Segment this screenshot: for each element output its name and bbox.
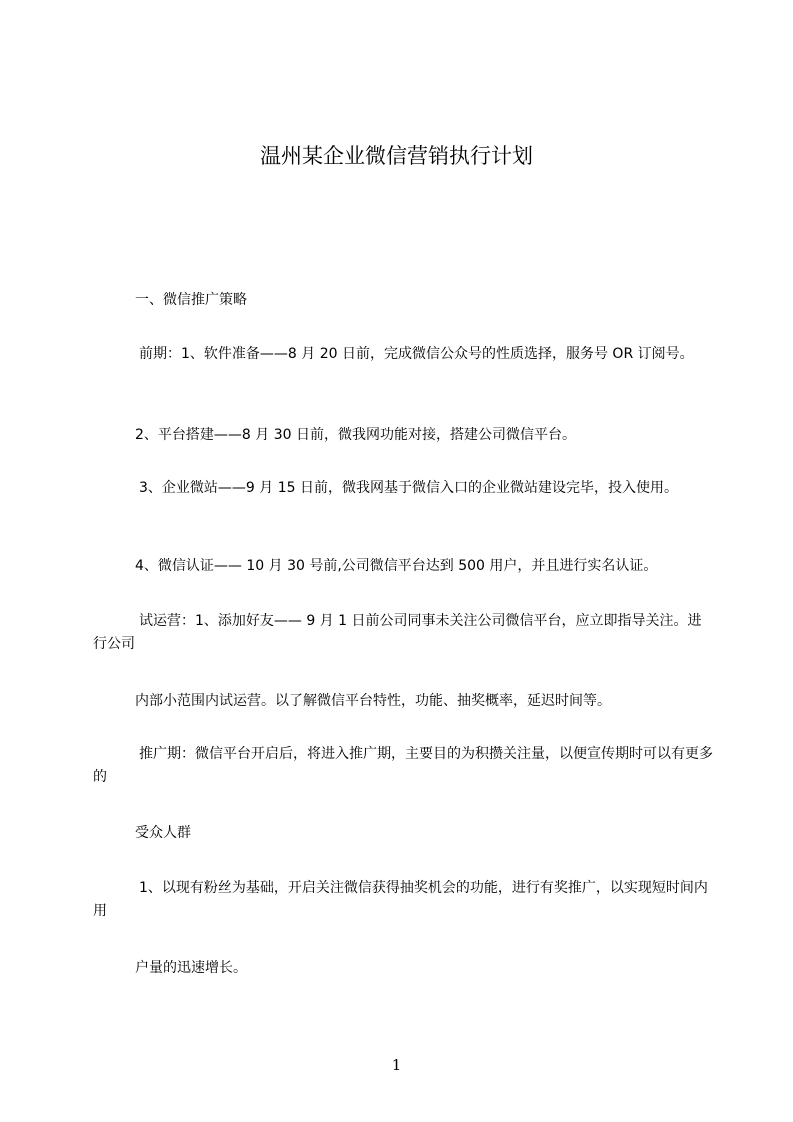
paragraph-user-growth: 户量的迅速增长。 — [135, 960, 247, 976]
paragraph-promotion-period: 推广期：微信平台开启后，将进入推广期，主要目的为积攒关注量，以便宣传期时可以有更多的 — [93, 746, 713, 785]
paragraph-wechat-certification: 4、微信认证—— 10 月 30 号前,公司微信平台达到 500 用户，并且进行实名认证。 — [135, 558, 658, 574]
page-number: 1 — [391, 1056, 402, 1074]
section-heading-wechat-strategy: 一、微信推广策略 — [135, 292, 247, 308]
paragraph-platform-build: 2、平台搭建——8 月 30 日前，微我网功能对接，搭建公司微信平台。 — [135, 427, 576, 443]
paragraph-early-stage-software: 前期：1、软件准备——8 月 20 日前，完成微信公众号的性质选择，服务号 OR 订阅号。 — [139, 346, 694, 362]
paragraph-fan-base-promotion: 1、以现有粉丝为基础，开启关注微信获得抽奖机会的功能，进行有奖推广，以实现短时间内用 — [93, 880, 708, 919]
document-title: 温州某企业微信营销执行计划 — [260, 144, 533, 168]
paragraph-audience: 受众人群 — [135, 825, 191, 841]
paragraph-enterprise-microsite: 3、企业微站——9 月 15 日前，微我网基于微信入口的企业微站建设完毕，投入使用。 — [139, 480, 678, 496]
paragraph-trial-operation: 试运营：1、添加好友—— 9 月 1 日前公司同事未关注公司微信平台，应立即指导关注。进行公司 — [93, 613, 702, 652]
paragraph-internal-trial: 内部小范围内试运营。以了解微信平台特性，功能、抽奖概率，延迟时间等。 — [135, 693, 611, 709]
